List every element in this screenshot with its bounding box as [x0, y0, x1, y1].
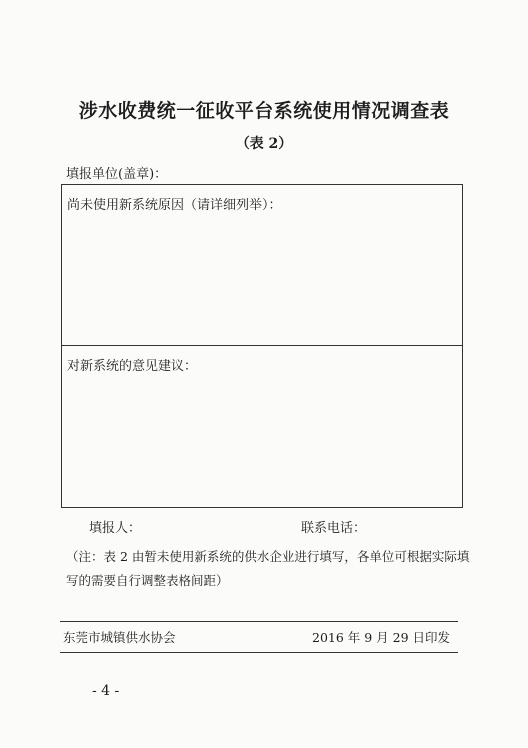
- table-number: （表 2）: [235, 136, 293, 152]
- issue-date: 2016 年 9 月 29 日印发: [312, 630, 451, 645]
- unused-reason-label: 尚未使用新系统原因（请详细列举）：: [67, 198, 282, 213]
- footer-bottom-rule: [60, 652, 458, 653]
- survey-table: [61, 184, 463, 508]
- filler-label: 填报人：: [89, 521, 142, 536]
- issuer-name: 东莞市城镇供水协会: [63, 630, 176, 645]
- page-number: - 4 -: [92, 683, 120, 699]
- table-note: （注：表 2 由暂未使用新系统的供水企业进行填写，各单位可根据实际填写的需要自行调整表格间距）: [66, 549, 470, 588]
- suggestion-section[interactable]: [62, 346, 462, 508]
- unused-reason-section[interactable]: [62, 185, 462, 346]
- document-title: 涉水收费统一征收平台系统使用情况调查表: [78, 100, 450, 122]
- reporting-unit-label: 填报单位(盖章)：: [66, 167, 168, 182]
- suggestion-label: 对新系统的意见建议：: [67, 359, 198, 374]
- footer-top-rule: [60, 621, 458, 622]
- phone-label: 联系电话：: [301, 521, 367, 536]
